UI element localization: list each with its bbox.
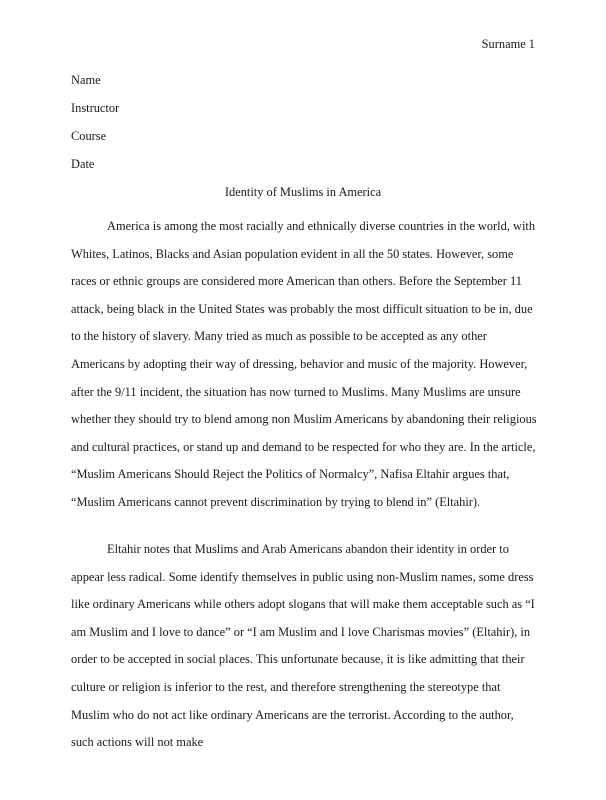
heading-name: Name — [71, 73, 101, 87]
heading-date: Date — [71, 157, 95, 171]
body-paragraph: Eltahir notes that Muslims and Arab Americans abandon their identity in order to appear less radical. Some identify themselves in public using non-Muslim names, some dress like ordinary Americans while others adopt slogans that will make them acceptable such as “I am Muslim and I love to dance” or “I am Muslim and I love Charismas movies” (Eltahir), in order to be accepted in social places. This unfortunate because, it is like admitting that their culture or religion is inferior to the rest, and therefore strengthening the stereotype that Muslim who do not act like ordinary Americans are the terrorist. According to the author, such actions will not make — [71, 542, 535, 750]
heading-course: Course — [71, 129, 107, 143]
heading-instructor: Instructor — [71, 101, 120, 115]
body-paragraph-2-container — [71, 536, 538, 757]
essay-title: Identity of Muslims in America — [224, 185, 382, 199]
mla-heading — [71, 72, 119, 184]
body-paragraph-1-container — [71, 213, 538, 517]
running-head: Surname 1 — [481, 37, 535, 51]
body-paragraph: America is among the most racially and ethnically diverse countries in the world, with Whites, Latinos, Blacks and Asian population evident in all the 50 states. However, some races or ethnic groups are considered more American than others. Before the September 11 attack, being black in the United States was probably the most difficult situation to be in, due to the history of slavery. Many tried as much as possible to be accepted as any other Americans by adopting their way of dressing, behavior and music of the majority. However, after the 9/11 incident, the situation has now turned to Muslims. Many Muslims are unsure whether they should try to blend among non Muslim Americans by abandoning their religious and cultural practices, or stand up and demand to be respected for who they are. In the article, “Muslim Americans Should Reject the Politics of Normalcy”, Nafisa Eltahir argues that, “Muslim Americans cannot prevent discrimination by trying to blend in” (Eltahir). — [71, 219, 537, 509]
